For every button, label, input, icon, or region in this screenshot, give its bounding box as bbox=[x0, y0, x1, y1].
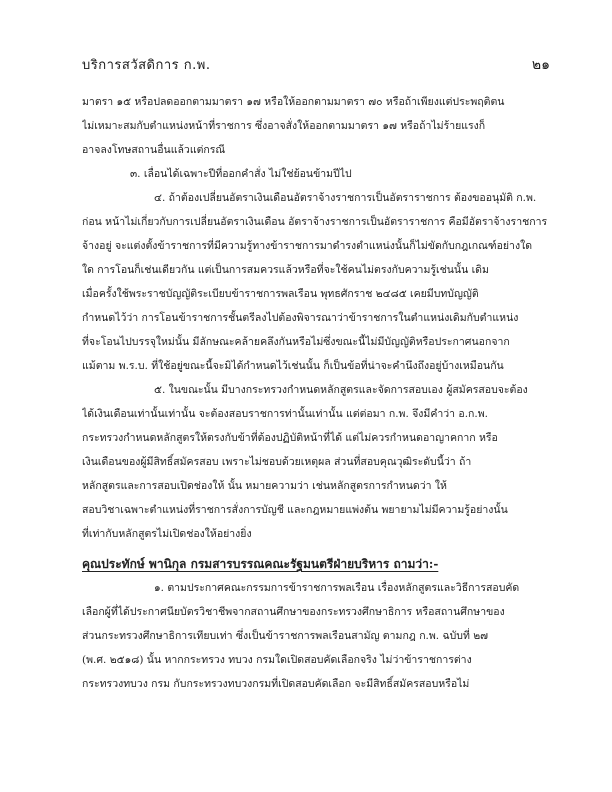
text-line: ๔. ถ้าต้องเปลี่ยนอัตราเงินเดือนอัตราจ้างราชการเป็นอัตราราชการ ต้องขออนุมัติ ก.พ. bbox=[154, 192, 537, 204]
text-line: สอบวิชาเฉพาะตำแหน่งที่ราชการสั่งการบัญชี และกฎหมายแพ่งต้น พยายามไม่มีความรู้อย่างนั้น bbox=[82, 504, 508, 516]
text-line: ๑. ตามประกาศคณะกรรมการข้าราชการพลเรือน เรื่องหลักสูตรและวิธีการสอบคัด bbox=[154, 582, 520, 594]
page-header bbox=[82, 54, 550, 76]
text-line: ส่วนกระทรวงศึกษาธิการเทียบเท่า ซึ่งเป็นข้าราชการพลเรือนสามัญ ตามกฎ ก.พ. ฉบับที่ ๒๗ bbox=[82, 630, 489, 642]
text-line: ๓. เลื่อนได้เฉพาะปีที่ออกคำสั่ง ไม่ใช่ย้อนข้ามปีไป bbox=[130, 168, 352, 180]
text-line: แม้ตาม พ.ร.บ. ที่ใช้อยู่ขณะนี้จะมิได้กำหนดไว้เช่นนั้น ก็เป็นข้อที่น่าจะคำนึงถึงอยู่บ้างเหมือนกัน bbox=[82, 360, 504, 372]
text-line: ก่อน หน้าไม่เกี่ยวกับการเปลี่ยนอัตราเงินเดือน อัตราจ้างราชการเป็นอัตราราชการ คือมีอัตราจ้างราชการ bbox=[82, 216, 548, 228]
page-number: ๒๑ bbox=[531, 57, 550, 73]
text-line: เลือกผู้ที่ได้ประกาศนียบัตรวิชาชีพจากสถานศึกษาของกระทรวงศึกษาธิการ หรือสถานศึกษาของ bbox=[82, 606, 505, 618]
text-line: กระทรวงกำหนดหลักสูตรให้ตรงกับข้าที่ต้องปฏิบัติหน้าที่ได้ แต่ไม่ควรกำหนดอาญาคกาก หรือ bbox=[82, 432, 498, 444]
text-line: ไม่เหมาะสมกับตำแหน่งหน้าที่ราชการ ซึ่งอาจสั่งให้ออกตามมาตรา ๑๗ หรือถ้าไม่ร้ายแรงก็ bbox=[82, 120, 486, 132]
text-line: หลักสูตรและการสอบเปิดช่องให้ นั้น หมายความว่า เช่นหลักสูตรการกำหนดว่า ให้ bbox=[82, 480, 447, 492]
text-line: เงินเดือนของผู้มีสิทธิ์สมัครสอบ เพราะไม่ชอบด้วยเหตุผล ส่วนที่สอบคุณวุฒิระดับนี้ว่า ถ้า bbox=[82, 456, 472, 468]
text-line: ที่เท่ากับหลักสูตรไม่เปิดช่องให้อย่างยิ่ง bbox=[82, 528, 252, 540]
text-line: (พ.ศ. ๒๕๑๘) นั้น หากกระทรวง ทบวง กรมใดเปิดสอบคัดเลือกจริง ไม่ว่าข้าราชการต่าง bbox=[82, 654, 472, 666]
text-line: ๕. ในขณะนั้น มีบางกระทรวงกำหนดหลักสูตรและจัดการสอบเอง ผู้สมัครสอบจะต้อง bbox=[154, 384, 528, 396]
text-line: ได้เงินเดือนเท่านั้นเท่านั้น จะต้องสอบราชการท่านั้นเท่านั้น แต่ต่อมา ก.พ. จึงมีคำว่า อ.ก.พ. bbox=[82, 408, 489, 420]
text-line: จ้างอยู่ จะแต่งตั้งข้าราชการที่มีความรู้ทางข้าราชการมาดำรงตำแหน่งนั้นก็ไม่ขัดกับกฎเกณฑ์อย่างใด bbox=[82, 240, 533, 252]
text-line: กระทรวงทบวง กรม กับกระทรวงทบวงกรมที่เปิดสอบคัดเลือก จะมีสิทธิ์สมัครสอบหรือไม่ bbox=[82, 678, 470, 690]
body-text bbox=[82, 90, 562, 696]
section-heading: คุณประทักษ์ พานิกุล กรมสารบรรณคณะรัฐมนตรีฝ่ายบริหาร ถามว่า:- bbox=[82, 557, 439, 571]
text-line: มาตรา ๑๕ หรือปลดออกตามมาตรา ๑๗ หรือให้ออกตามมาตรา ๗๐ หรือถ้าเพียงแต่ประพฤติตน bbox=[82, 96, 505, 108]
running-header: บริการสวัสดิการ ก.พ. bbox=[82, 58, 211, 73]
text-line: ที่จะโอนไปบรรจุใหม่นั้น มีลักษณะคล้ายคลึงกันหรือไม่ซึ่งขณะนี้ไม่มีบัญญัติหรือประกาศนอกจาก bbox=[82, 336, 510, 348]
text-line: กำหนดไว้ว่า การโอนข้าราชการชั้นตรีลงไปต้องพิจารณาว่าข้าราชการในตำแหน่งเดิมกับตำแหน่ง bbox=[82, 312, 519, 324]
text-line: ใด การโอนก็เช่นเดียวกัน แต่เป็นการสมควรแล้วหรือที่จะใช้คนไม่ตรงกับความรู้เช่นนั้น เดิม bbox=[82, 264, 489, 276]
text-line: อาจลงโทษสถานอื่นแล้วแต่กรณี bbox=[82, 144, 226, 156]
text-line: เมื่อครั้งใช้พระราชบัญญัติระเบียบข้าราชการพลเรือน พุทธศักราช ๒๔๘๕ เคยมีบทบัญญัติ bbox=[82, 288, 479, 300]
